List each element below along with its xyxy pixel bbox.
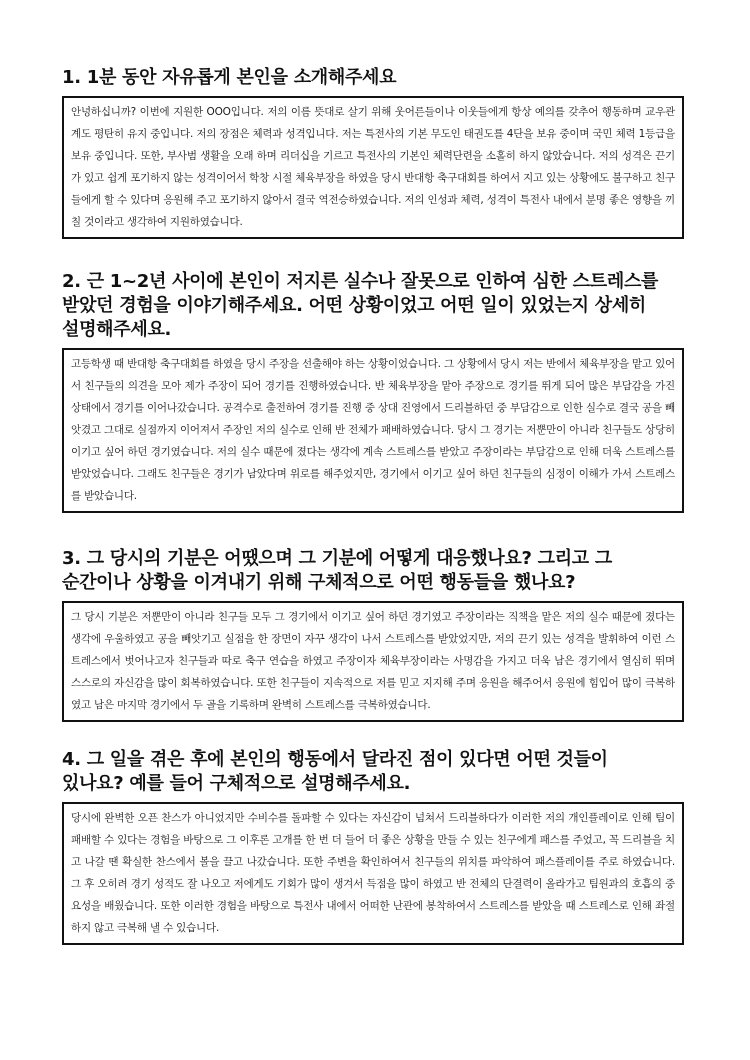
section-2 [62, 270, 684, 513]
question-3-heading: 3. 그 당시의 기분은 어땠으며 그 기분에 어떻게 대응했나요? 그리고 그 순간이나 상황을 이겨내기 위해 구체적으로 어떤 행동들을 했나요? [62, 548, 612, 593]
answer-3-box: 그 당시 기분은 저뿐만이 아니라 친구들 모두 그 경기에서 이기고 싶어 하던 경기였고 주장이라는 직책을 맡은 저의 실수 때문에 졌다는 생각에 우울하였고 공을 빼앗기고 실점을 한 장면이 자꾸 생각이 나서 스트레스를 받았었지만, 저의 끈기 있는 성격을 발휘하여 이런 스트레스에서 벗어나고자 친구들과 따로 축구 연습을 하였고 주장이자 체육부장이라는 사명감을 가지고 더욱 남은 경기에서 열심히 뛰며 스스로의 자신감을 많이 회복하였습니다. 또한 친구들이 지속적으로 저를 믿고 지지해 주며 응원을 해주어서 응원에 힘입어 많이 극복하였고 남은 마지막 경기에서 두 골을 기록하며 완벽히 스트레스를 극복하였습니다. [62, 601, 684, 722]
section-4 [62, 748, 684, 945]
answer-4-box: 당시에 완벽한 오픈 찬스가 아니었지만 수비수를 돌파할 수 있다는 자신감이 넘쳐서 드리블하다가 이러한 저의 개인플레이로 인해 팀이 패배할 수 있다는 경험을 바탕으로 그 이후론 고개를 한 번 더 들어 더 좋은 상황을 만들 수 있는 친구에게 패스를 주었고, 꼭 드리블을 치고 나갈 땐 확실한 찬스에서 볼을 끌고 나갔습니다. 또한 주변을 확인하여서 친구들의 위치를 파악하여 패스플레이를 주로 하였습니다. 그 후 오히려 경기 성적도 잘 나오고 저에게도 기회가 많이 생겨서 득점을 많이 하였고 반 전체의 단결력이 올라가고 팀원과의 호흡의 중요성을 배웠습니다. 또한 이러한 경험을 바탕으로 특전사 내에서 어떠한 난관에 봉착하여서 스트레스를 받았을 때 스트레스로 인해 좌절하지 않고 극복해 낼 수 있습니다. [62, 802, 684, 945]
question-1-heading: 1. 1분 동안 자유롭게 본인을 소개해주세요 [62, 67, 397, 88]
section-3 [62, 547, 684, 722]
question-2-heading: 2. 근 1~2년 사이에 본인이 저지른 실수나 잘못으로 인하여 심한 스트레스를 받았던 경험을 이야기해주세요. 어떤 상황이었고 어떤 일이 있었는지 상세히 설명해주세요. [62, 271, 659, 340]
section-1 [62, 66, 684, 239]
question-4-heading: 4. 그 일을 겪은 후에 본인의 행동에서 달라진 점이 있다면 어떤 것들이 있나요? 예를 들어 구체적으로 설명해주세요. [62, 749, 608, 794]
answer-2-box: 고등학생 때 반대항 축구대회를 하였을 당시 주장을 선출해야 하는 상황이었습니다. 그 상황에서 당시 저는 반에서 체육부장을 맡고 있어서 친구들의 의견을 모아 제가 주장이 되어 경기를 진행하였습니다. 반 체육부장을 맡아 주장으로 경기를 뛰게 되어 많은 부담감을 가진 상태에서 경기를 이어나갔습니다. 공격수로 출전하여 경기를 진행 중 상대 진영에서 드리블하던 중 부담감으로 인한 실수로 결국 공을 빼앗겼고 그대로 실점까지 이어져서 주장인 저의 실수로 인해 반 전체가 패배하였습니다. 당시 그 경기는 저뿐만이 아니라 친구들도 상당히 이기고 싶어 하던 경기였습니다. 저의 실수 때문에 졌다는 생각에 계속 스트레스를 받았고 주장이라는 부담감으로 인해 더욱 스트레스를 받았었습니다. 그래도 친구들은 경기가 남았다며 위로를 해주었지만, 경기에서 이기고 싶어 하던 친구들의 심정이 이해가 가서 스트레스를 받았습니다. [62, 348, 684, 513]
answer-1-box: 안녕하십니까? 이번에 지원한 OOO입니다. 저의 이름 뜻대로 살기 위해 웃어른들이나 이웃들에게 항상 예의를 갖추어 행동하며 교우관계도 평탄히 유지 중입니다. 저의 장점은 체력과 성격입니다. 저는 특전사의 기본 무도인 태권도를 4단을 보유 중이며 국민 체력 1등급을 보유 중입니다. 또한, 부사범 생활을 오래 하며 리더십을 기르고 특전사의 기본인 체력단련을 소홀히 하지 않았습니다. 저의 성격은 끈기가 있고 쉽게 포기하지 않는 성격이어서 학창 시절 체육부장을 하였을 당시 반대항 축구대회를 하여서 지고 있는 상황에도 불구하고 친구들에게 할 수 있다며 응원해 주고 포기하지 않아서 결국 역전승하였습니다. 저의 인성과 체력, 성격이 특전사 내에서 분명 좋은 영향을 끼칠 것이라고 생각하여 지원하였습니다. [62, 96, 684, 239]
